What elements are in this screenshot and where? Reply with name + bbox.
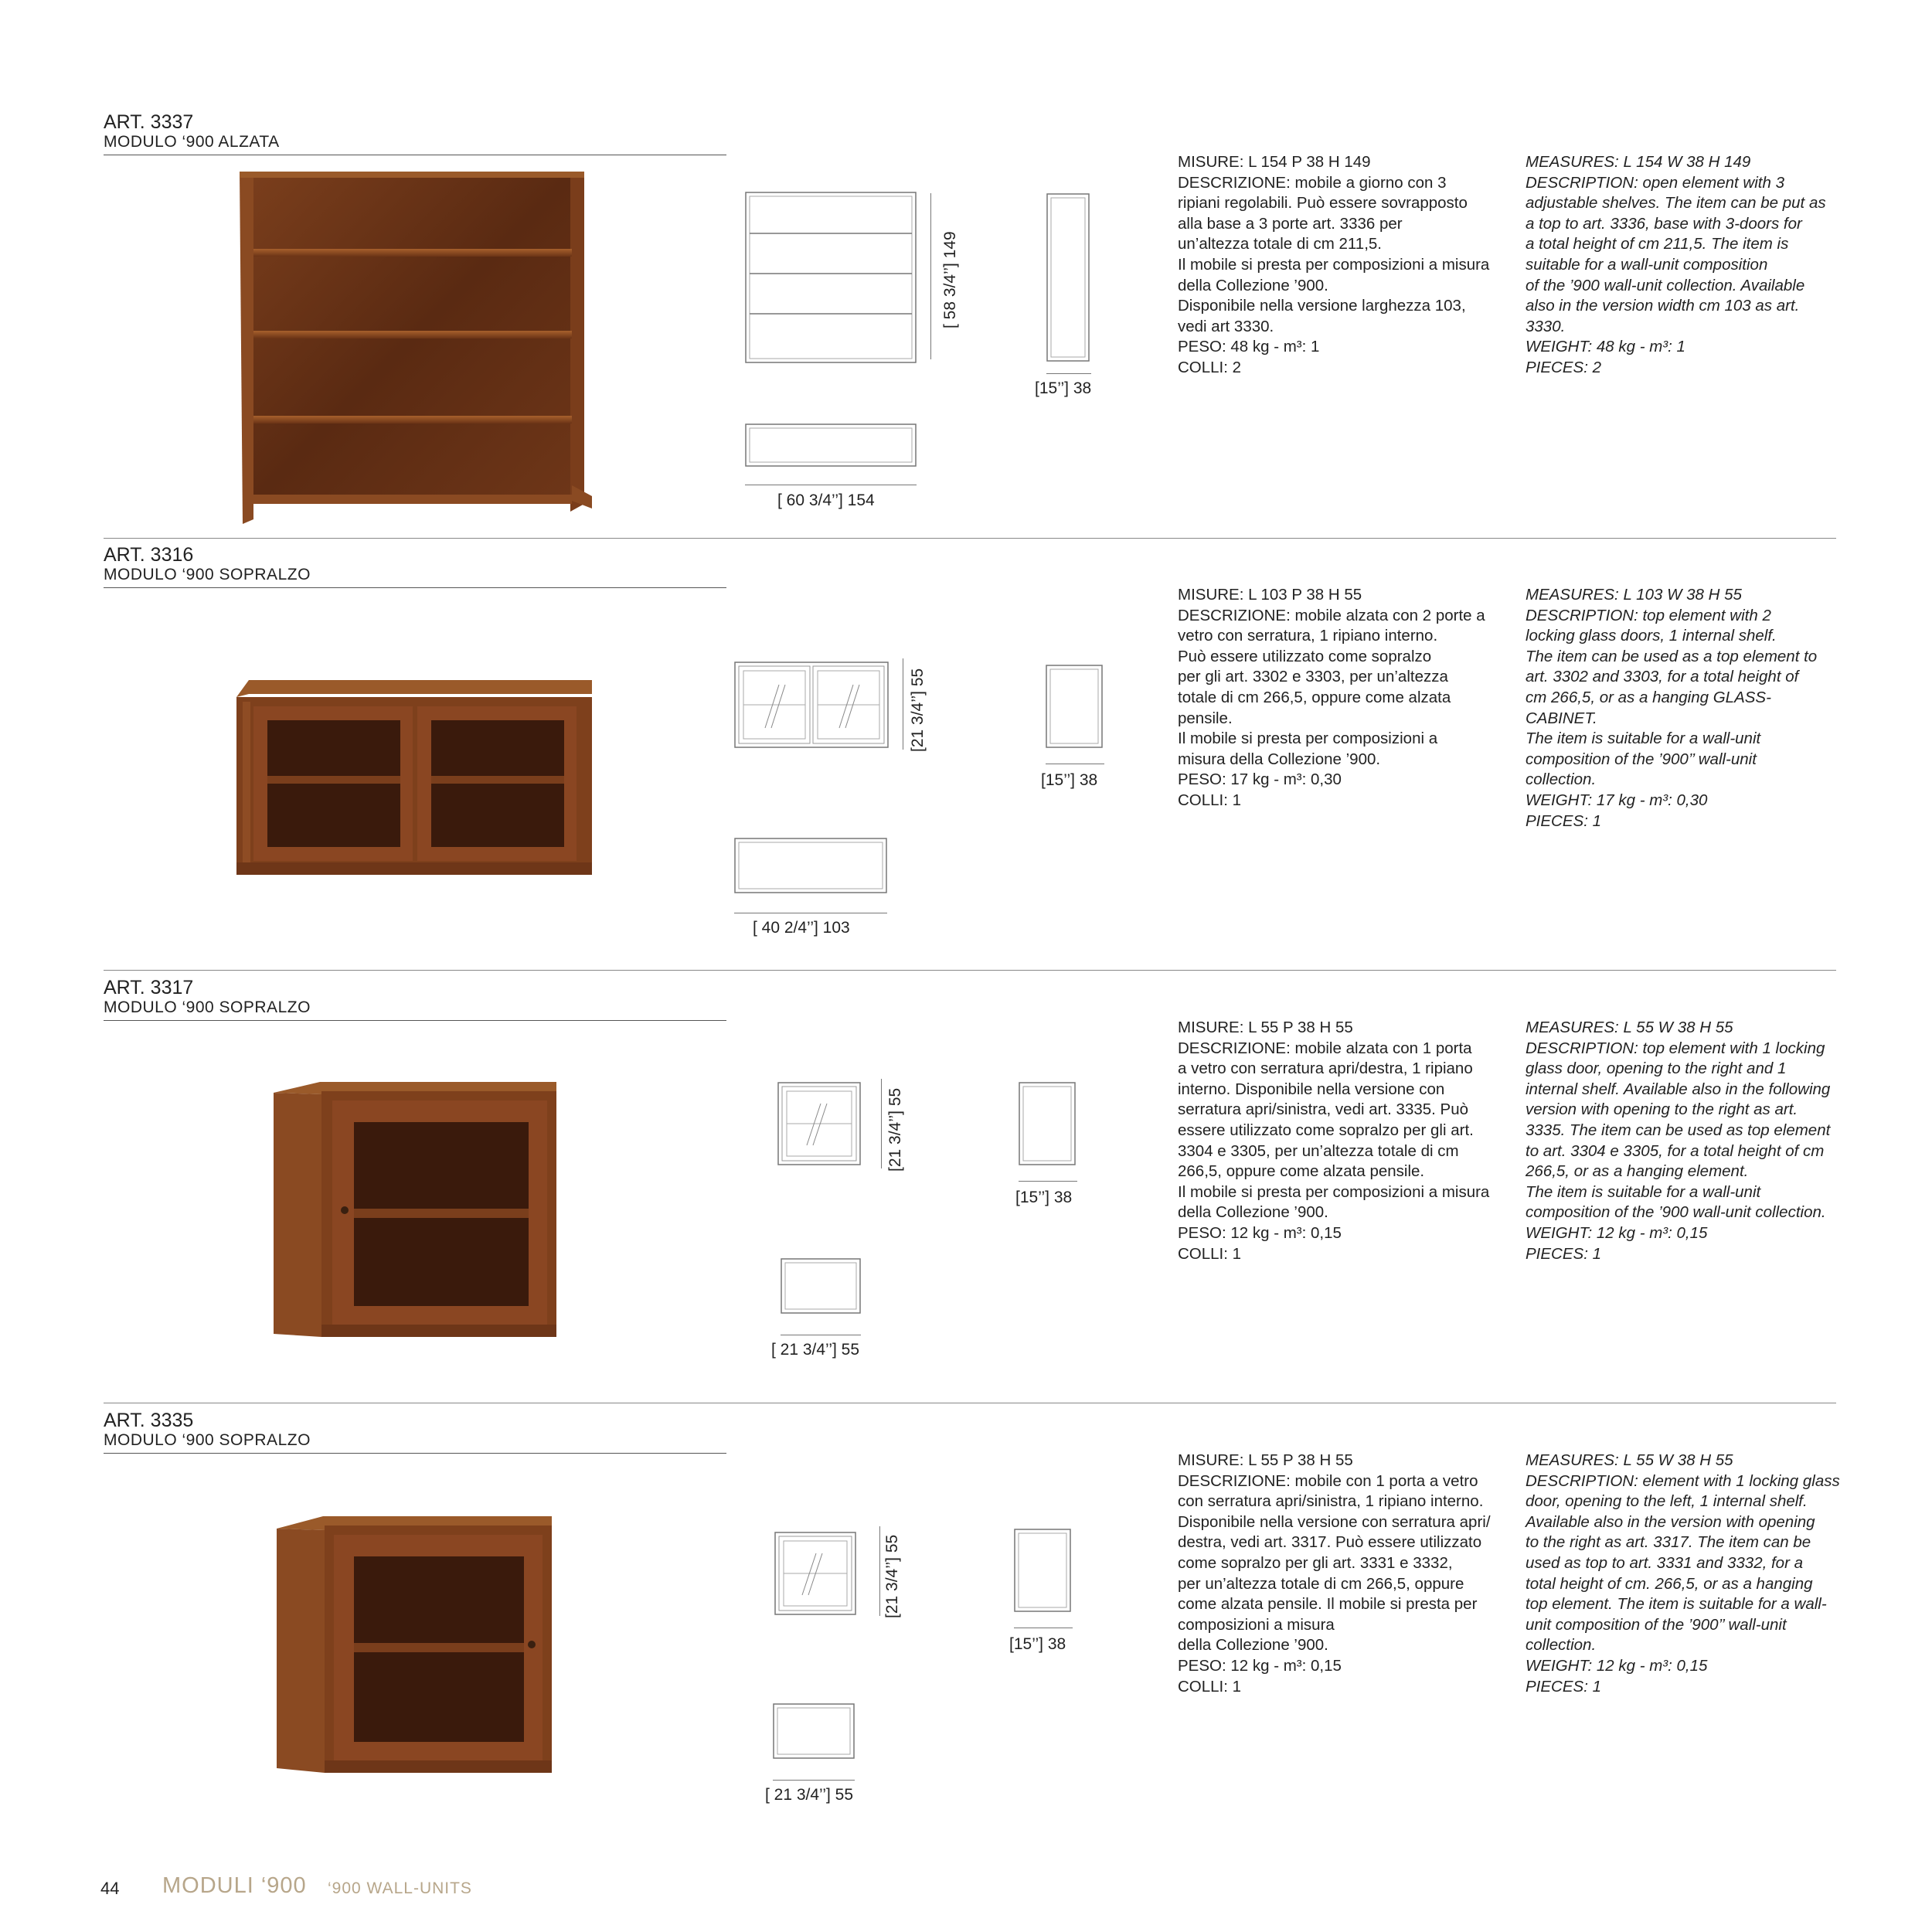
- width-dimension-label: [ 21 3/4’’] 55: [771, 1341, 860, 1359]
- width-dimension-label: [ 21 3/4’’] 55: [765, 1786, 854, 1804]
- side-view-drawing: [1019, 1082, 1076, 1165]
- section-divider: [104, 970, 1836, 971]
- product-photo-single-door-cabinet: [274, 1082, 560, 1341]
- height-dimension-line: [930, 193, 931, 359]
- article-name: MODULO ‘900 SOPRALZO: [104, 1431, 311, 1449]
- height-dimension-label: [ 58 3/4’’] 149: [941, 231, 959, 328]
- top-view-drawing: [773, 1703, 855, 1759]
- article-code: ART. 3337: [104, 111, 194, 133]
- footer-title: MODULI ‘900: [162, 1873, 307, 1898]
- depth-dimension-line: [1046, 373, 1091, 374]
- front-view-drawing: [774, 1532, 856, 1615]
- page-number: 44: [100, 1879, 120, 1898]
- description-italian: MISURE: L 55 P 38 H 55 DESCRIZIONE: mobile alzata con 1 porta a vetro con serratura apri/destra, 1 ripiano interno. Disponibile nella versione con serratura apri/sinistra, vedi art. 3335. Può essere utilizzato come sopralzo per gli art. 3304 e 3305, per un’altezza totale di cm 266,5, oppure come alzata pensile. Il mobile si presta per composizioni a misura della Collezione ’900. PESO: 12 kg - m³: 0,15 COLLI: 1: [1178, 1019, 1490, 1263]
- front-view-drawing: [777, 1082, 861, 1165]
- article-name: MODULO ‘900 SOPRALZO: [104, 566, 311, 583]
- width-dimension-line: [773, 1780, 855, 1781]
- article-code: ART. 3316: [104, 544, 194, 566]
- description-english: MEASURES: L 55 W 38 H 55 DESCRIPTION: top element with 1 locking glass door, opening to the right and 1 internal shelf. Available also in the following version with opening to the right as art. 3335. The item can be used as top element to art. 3304 e 3305, for a total height of cm 266,5, or as a hanging element. The item is suitable for a wall-unit composition of the ’900 wall-unit collection. WEIGHT: 12 kg - m³: 0,15 PIECES: 1: [1526, 1019, 1831, 1263]
- width-dimension-label: [ 60 3/4’’] 154: [777, 492, 875, 509]
- header-rule: [104, 587, 726, 588]
- article-name: MODULO ‘900 ALZATA: [104, 133, 280, 151]
- depth-dimension-label: [15’’] 38: [1041, 771, 1098, 789]
- height-dimension-line: [881, 1079, 882, 1168]
- article-code: ART. 3335: [104, 1410, 194, 1431]
- depth-dimension-line: [1019, 1181, 1077, 1182]
- side-view-drawing: [1046, 193, 1090, 362]
- footer-subtitle: ‘900 WALL-UNITS: [328, 1879, 472, 1897]
- top-view-drawing: [745, 423, 917, 467]
- description-english: MEASURES: L 55 W 38 H 55 DESCRIPTION: element with 1 locking glass door, opening to the left, 1 internal shelf. Available also in the version with opening to the right as art. 3317. The item can be used as top to art. 3331 and 3332, for a total height of cm. 266,5, or as a hanging top element. The item is suitable for a wall- unit composition of the ’900’’ wall-unit collection. WEIGHT: 12 kg - m³: 0,15 PIECES: 1: [1526, 1451, 1840, 1696]
- product-photo-bookcase: [240, 172, 595, 528]
- front-view-drawing: [745, 192, 917, 363]
- depth-dimension-label: [15’’] 38: [1035, 379, 1092, 397]
- product-photo-single-door-cabinet: [277, 1516, 555, 1777]
- height-dimension-label: [21 3/4’’] 55: [883, 1534, 901, 1618]
- side-view-drawing: [1046, 665, 1103, 748]
- height-dimension-label: [21 3/4’’] 55: [909, 668, 927, 752]
- article-code: ART. 3317: [104, 977, 194, 998]
- top-view-drawing: [781, 1258, 861, 1314]
- depth-dimension-label: [15’’] 38: [1009, 1635, 1066, 1653]
- description-italian: MISURE: L 55 P 38 H 55 DESCRIZIONE: mobile con 1 porta a vetro con serratura apri/sinistra, 1 ripiano interno. Disponibile nella versione con serratura apri/ destra, vedi art. 3317. Può essere utilizzato come sopralzo per gli art. 3331 e 3332, per un’altezza totale di cm 266,5, oppure come alzata pensile. Il mobile si presta per composizioni a misura della Collezione ’900. PESO: 12 kg - m³: 0,15 COLLI: 1: [1178, 1451, 1491, 1696]
- height-dimension-line: [879, 1526, 880, 1616]
- header-rule: [104, 1453, 726, 1454]
- front-view-drawing: [734, 662, 889, 748]
- product-photo-glass-cabinet: [236, 680, 592, 879]
- height-dimension-label: [21 3/4’’] 55: [886, 1087, 904, 1172]
- description-english: MEASURES: L 154 W 38 H 149 DESCRIPTION: open element with 3 adjustable shelves. The item can be put as a top to art. 3336, base with 3-doors for a total height of cm 211,5. The item is suitable for a wall-unit composition of the ’900 wall-unit collection. Available also in the version width cm 103 as art. 3330. WEIGHT: 48 kg - m³: 1 PIECES: 2: [1526, 153, 1826, 376]
- side-view-drawing: [1014, 1529, 1071, 1612]
- width-dimension-label: [ 40 2/4’’] 103: [753, 919, 850, 937]
- header-rule: [104, 1020, 726, 1021]
- article-name: MODULO ‘900 SOPRALZO: [104, 998, 311, 1016]
- description-italian: MISURE: L 103 P 38 H 55 DESCRIZIONE: mobile alzata con 2 porte a vetro con serratura, 1 ripiano interno. Può essere utilizzato come sopralzo per gli art. 3302 e 3303, per un’altezza totale di cm 266,5, oppure come alzata pensile. Il mobile si presta per composizioni a misura della Collezione ’900. PESO: 17 kg - m³: 0,30 COLLI: 1: [1178, 586, 1485, 809]
- description-italian: MISURE: L 154 P 38 H 149 DESCRIZIONE: mobile a giorno con 3 ripiani regolabili. Può essere sovrapposto alla base a 3 porte art. 3336 per un’altezza totale di cm 211,5. Il mobile si presta per composizioni a misura della Collezione ’900. Disponibile nella versione larghezza 103, vedi art 3330. PESO: 48 kg - m³: 1 COLLI: 2: [1178, 153, 1490, 376]
- description-english: MEASURES: L 103 W 38 H 55 DESCRIPTION: top element with 2 locking glass doors, 1 internal shelf. The item can be used as a top element to art. 3302 and 3303, for a total height of cm 266,5, or as a hanging GLASS- CABINET. The item is suitable for a wall-unit composition of the ’900’’ wall-unit collection. WEIGHT: 17 kg - m³: 0,30 PIECES: 1: [1526, 586, 1818, 830]
- depth-dimension-label: [15’’] 38: [1015, 1189, 1073, 1206]
- section-divider: [104, 538, 1836, 539]
- top-view-drawing: [734, 838, 887, 893]
